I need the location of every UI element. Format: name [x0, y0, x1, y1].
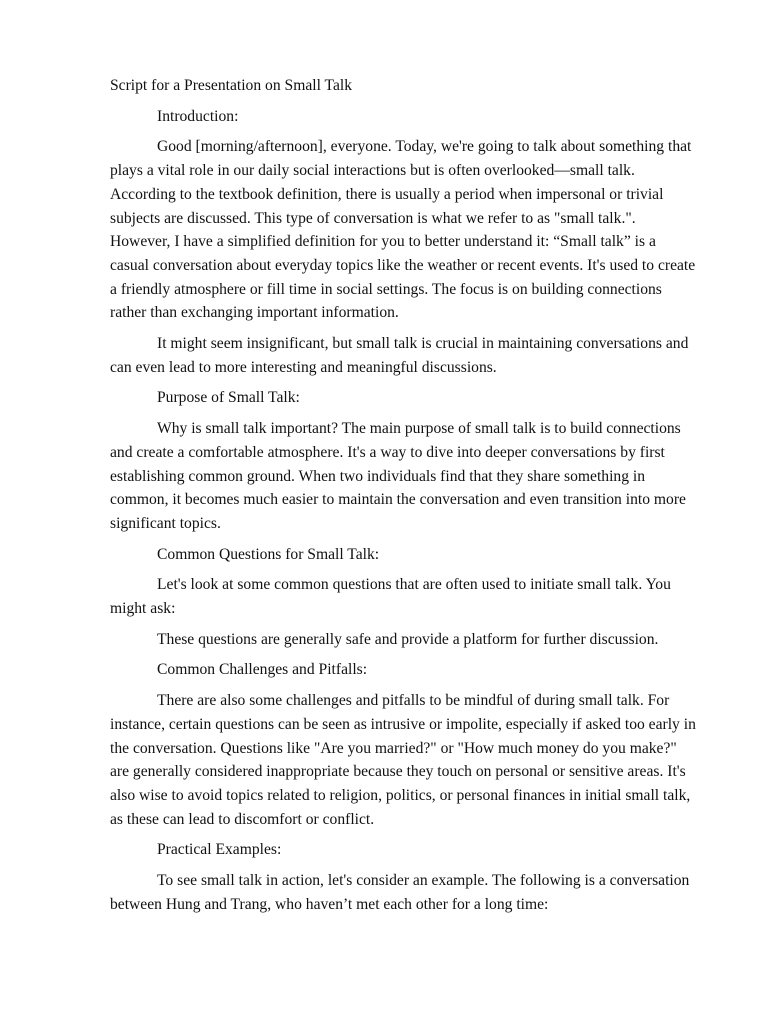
- paragraph-practical-examples: To see small talk in action, let's consider an example. The following is a conversation between Hung and Trang, who haven’t met each other for a long time:: [110, 872, 690, 913]
- section-heading-common-questions: Common Questions for Small Talk:: [157, 545, 380, 563]
- section-heading-introduction: Introduction:: [157, 107, 239, 125]
- document-page: [110, 74, 696, 924]
- paragraph-questions-safe: These questions are generally safe and provide a platform for further discussion.: [157, 630, 659, 648]
- section-heading-challenges: Common Challenges and Pitfalls:: [157, 661, 368, 679]
- paragraph-purpose: Why is small talk important? The main purpose of small talk is to build connections and create a comfortable atmosphere. It's a way to dive into deeper conversations by first establishing common ground. When two individuals find that they share something in common, it becomes much easier to maintain the conversation and even transition into more significant topics.: [110, 420, 686, 532]
- paragraph-common-questions: Let's look at some common questions that are often used to initiate small talk. You might ask:: [110, 576, 671, 618]
- section-heading-practical-examples: Practical Examples:: [157, 841, 282, 859]
- paragraph-introduction: Good [morning/afternoon], everyone. Today, we're going to talk about something that plays a vital role in our daily social interactions but is often overlooked—small talk. According to the textbook definition, there is usually a period when impersonal or trivial subjects are discussed. This type of conversation is what we refer to as "small talk.". However, I have a simplified definition for you to better understand it: “Small talk” is a casual conversation about everyday topics like the weather or recent events. It's used to create a friendly atmosphere or fill time in social settings. The focus is on building connections rather than exchanging important information.: [110, 138, 696, 322]
- document-title: Script for a Presentation on Small Talk: [110, 77, 353, 94]
- paragraph-importance: It might seem insignificant, but small talk is crucial in maintaining conversations and can even lead to more interesting and meaningful discussions.: [110, 335, 689, 376]
- paragraph-challenges: There are also some challenges and pitfalls to be mindful of during small talk. For instance, certain questions can be seen as intrusive or impolite, especially if asked too early in the conversation. Questions like "Are you married?" or "How much money do you make?" are generally considered inappropriate because they touch on personal or sensitive areas. It's also wise to avoid topics related to religion, politics, or personal finances in initial small talk, as these can lead to discomfort or conflict.: [110, 692, 696, 828]
- section-heading-purpose: Purpose of Small Talk:: [157, 389, 300, 407]
